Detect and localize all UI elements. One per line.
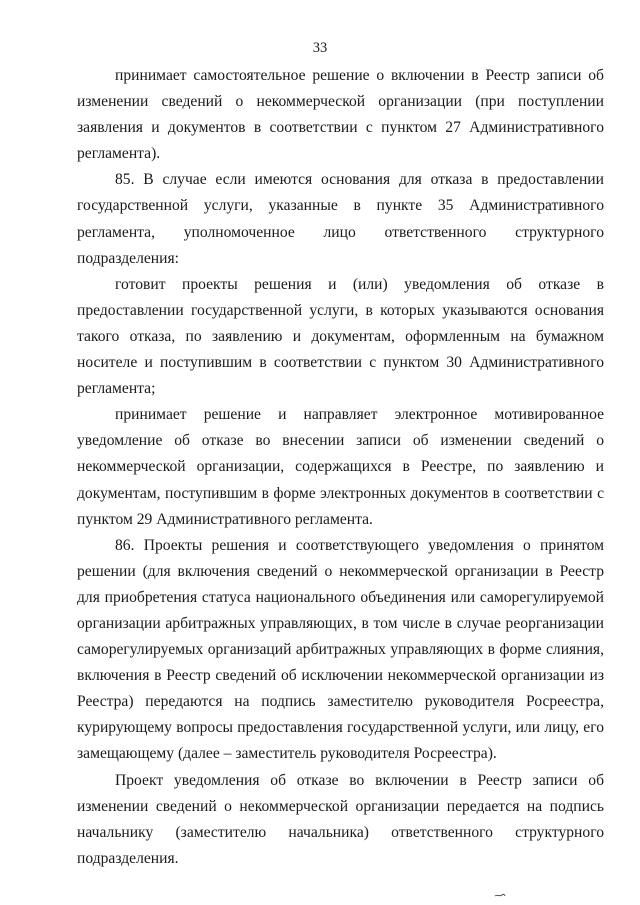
paragraph-5: 86. Проекты решения и соответствующего уведомления о принятом решении (для включения сведений о некоммерческой организации в Реестр для приобретения статуса национального объединения или саморегулируемой организации арбитражных управляющих, в том числе в случае реорганизации саморегулируемых организаций арбитражных управляющих в форме слияния, включения в Реестр сведений об исключении некоммерческой организации из Реестра) передаются на подпись заместителю руководителя Росреестра, курирующему вопросы предоставления государственной услуги, или лицу, его замещающему (далее – заместитель руководителя Росреестра). [77, 536, 604, 763]
paragraph-4: принимает решение и направляет электронное мотивированное уведомление об отказе во внесении записи об изменении сведений о некоммерческой организации, содержащихся в Реестре, по заявлению и документам, поступившим в форме электронных документов в соответствии с пунктом 29 Административного регламента. [77, 406, 604, 528]
paragraph-3: готовит проекты решения и (или) уведомления об отказе в предоставлении государственной услуги, в которых указываются основания такого отказа, по заявлению и документам, оформленным на бумажном носителе и поступившим в соответствии с пунктом 30 Административного регламента; [77, 275, 604, 398]
scan-mark-icon [494, 893, 506, 898]
paragraph-2: 85. В случае если имеются основания для отказа в предоставлении государственной услуги, указанные в пункте 35 Административного регламента, уполномоченное лицо ответственного структурного подразделения: [77, 171, 604, 267]
page-number: 33 [312, 40, 328, 56]
paragraph-1: принимает самостоятельное решение о включении в Реестр записи об изменении сведений о некоммерческой организации (при поступлении заявления и документов в соответствии с пунктом 27 Административного регламента). [77, 67, 604, 163]
paragraph-6: Проект уведомления об отказе во включении в Реестр записи об изменении сведений о некоммерческой организации передается на подпись начальнику (заместителю начальника) ответственного структурного подразделения. [77, 771, 604, 867]
document-body [77, 63, 604, 872]
